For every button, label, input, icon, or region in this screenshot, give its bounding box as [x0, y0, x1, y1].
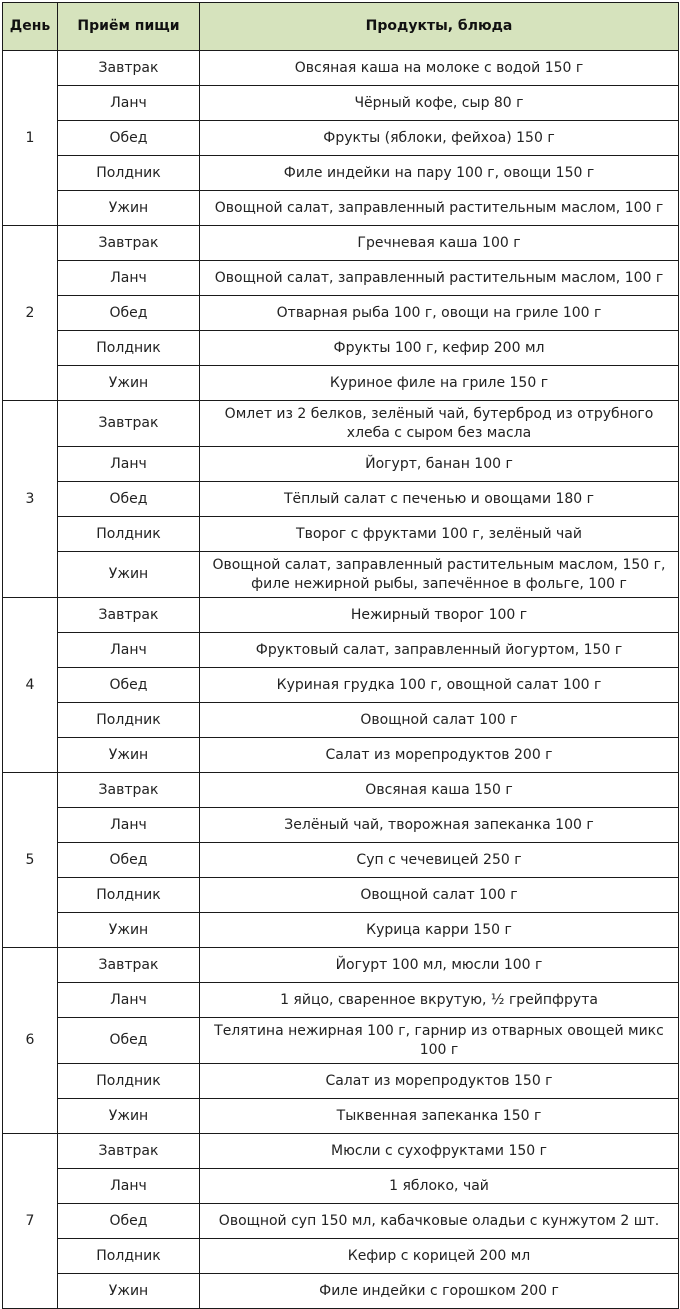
meal-food: Йогурт, банан 100 г	[200, 447, 679, 482]
meal-name: Ужин	[58, 191, 200, 226]
meal-name: Обед	[58, 1204, 200, 1239]
table-row	[3, 1064, 679, 1099]
meal-food: Салат из морепродуктов 150 г	[200, 1064, 679, 1099]
day-number: 7	[3, 1134, 58, 1309]
meal-name: Ужин	[58, 552, 200, 598]
table-row	[3, 121, 679, 156]
table-row	[3, 598, 679, 633]
meal-name: Ланч	[58, 1169, 200, 1204]
meal-food: Овощной салат, заправленный растительным маслом, 100 г	[200, 191, 679, 226]
meal-name: Завтрак	[58, 401, 200, 447]
meal-name: Ужин	[58, 738, 200, 773]
meal-food: Творог с фруктами 100 г, зелёный чай	[200, 517, 679, 552]
meal-name: Обед	[58, 843, 200, 878]
meal-name: Обед	[58, 1018, 200, 1064]
meal-name: Полдник	[58, 156, 200, 191]
table-row	[3, 1274, 679, 1309]
table-row	[3, 808, 679, 843]
meal-food: Суп с чечевицей 250 г	[200, 843, 679, 878]
meal-food: Салат из морепродуктов 200 г	[200, 738, 679, 773]
table-row	[3, 913, 679, 948]
day-number: 6	[3, 948, 58, 1134]
table-row	[3, 1169, 679, 1204]
meal-food: 1 яйцо, сваренное вкрутую, ½ грейпфрута	[200, 983, 679, 1018]
meal-food: Фрукты 100 г, кефир 200 мл	[200, 331, 679, 366]
table-row	[3, 668, 679, 703]
meal-name: Завтрак	[58, 51, 200, 86]
meal-name: Ланч	[58, 447, 200, 482]
table-row	[3, 482, 679, 517]
header-meal: Приём пищи	[58, 3, 200, 51]
meal-name: Завтрак	[58, 598, 200, 633]
table-row	[3, 552, 679, 598]
header-food: Продукты, блюда	[200, 3, 679, 51]
table-row	[3, 1134, 679, 1169]
meal-food: 1 яблоко, чай	[200, 1169, 679, 1204]
table-row	[3, 447, 679, 482]
meal-name: Завтрак	[58, 773, 200, 808]
meal-name: Обед	[58, 668, 200, 703]
table-row	[3, 1099, 679, 1134]
meal-food: Зелёный чай, творожная запеканка 100 г	[200, 808, 679, 843]
table-row	[3, 1239, 679, 1274]
table-row	[3, 226, 679, 261]
meal-name: Полдник	[58, 1239, 200, 1274]
meal-plan-table	[2, 2, 679, 1309]
table-row	[3, 633, 679, 668]
meal-food: Тыквенная запеканка 150 г	[200, 1099, 679, 1134]
table-row	[3, 738, 679, 773]
table-row	[3, 156, 679, 191]
meal-food: Овощной салат, заправленный растительным маслом, 150 г, филе нежирной рыбы, запечённое в фольге, 100 г	[200, 552, 679, 598]
table-row	[3, 331, 679, 366]
meal-name: Ужин	[58, 366, 200, 401]
meal-name: Обед	[58, 482, 200, 517]
day-number: 3	[3, 401, 58, 598]
meal-food: Овощной салат 100 г	[200, 703, 679, 738]
meal-name: Завтрак	[58, 226, 200, 261]
meal-food: Омлет из 2 белков, зелёный чай, бутерброд из отрубного хлеба с сыром без масла	[200, 401, 679, 447]
meal-name: Полдник	[58, 517, 200, 552]
table-row	[3, 86, 679, 121]
meal-name: Ужин	[58, 1274, 200, 1309]
table-row	[3, 1018, 679, 1064]
meal-name: Полдник	[58, 331, 200, 366]
meal-name: Полдник	[58, 878, 200, 913]
meal-food: Куриное филе на гриле 150 г	[200, 366, 679, 401]
meal-food: Овсяная каша на молоке с водой 150 г	[200, 51, 679, 86]
meal-food: Отварная рыба 100 г, овощи на гриле 100 г	[200, 296, 679, 331]
meal-food: Кефир с корицей 200 мл	[200, 1239, 679, 1274]
table-row	[3, 401, 679, 447]
header-day: День	[3, 3, 58, 51]
table-row	[3, 191, 679, 226]
table-row	[3, 948, 679, 983]
meal-food: Овощной салат, заправленный растительным маслом, 100 г	[200, 261, 679, 296]
meal-name: Ужин	[58, 1099, 200, 1134]
table-body	[3, 51, 679, 1309]
meal-food: Йогурт 100 мл, мюсли 100 г	[200, 948, 679, 983]
meal-name: Полдник	[58, 703, 200, 738]
meal-food: Овсяная каша 150 г	[200, 773, 679, 808]
meal-food: Курица карри 150 г	[200, 913, 679, 948]
day-number: 4	[3, 598, 58, 773]
meal-food: Чёрный кофе, сыр 80 г	[200, 86, 679, 121]
meal-food: Гречневая каша 100 г	[200, 226, 679, 261]
table-row	[3, 517, 679, 552]
meal-food: Овощной суп 150 мл, кабачковые оладьи с кунжутом 2 шт.	[200, 1204, 679, 1239]
meal-food: Овощной салат 100 г	[200, 878, 679, 913]
table-row	[3, 261, 679, 296]
meal-food: Филе индейки на пару 100 г, овощи 150 г	[200, 156, 679, 191]
meal-food: Телятина нежирная 100 г, гарнир из отварных овощей микс 100 г	[200, 1018, 679, 1064]
table-row	[3, 51, 679, 86]
meal-name: Завтрак	[58, 948, 200, 983]
meal-name: Ланч	[58, 633, 200, 668]
meal-name: Полдник	[58, 1064, 200, 1099]
meal-name: Ланч	[58, 261, 200, 296]
meal-food: Нежирный творог 100 г	[200, 598, 679, 633]
meal-food: Фрукты (яблоки, фейхоа) 150 г	[200, 121, 679, 156]
meal-name: Ланч	[58, 808, 200, 843]
table-row	[3, 983, 679, 1018]
meal-name: Ужин	[58, 913, 200, 948]
table-row	[3, 296, 679, 331]
meal-food: Мюсли с сухофруктами 150 г	[200, 1134, 679, 1169]
meal-name: Завтрак	[58, 1134, 200, 1169]
table-row	[3, 366, 679, 401]
meal-food: Тёплый салат с печенью и овощами 180 г	[200, 482, 679, 517]
table-row	[3, 703, 679, 738]
meal-food: Фруктовый салат, заправленный йогуртом, 150 г	[200, 633, 679, 668]
table-row	[3, 878, 679, 913]
meal-name: Ланч	[58, 86, 200, 121]
table-row	[3, 843, 679, 878]
day-number: 2	[3, 226, 58, 401]
header-row	[3, 3, 679, 51]
meal-name: Ланч	[58, 983, 200, 1018]
meal-name: Обед	[58, 121, 200, 156]
meal-food: Филе индейки с горошком 200 г	[200, 1274, 679, 1309]
table-row	[3, 1204, 679, 1239]
meal-food: Куриная грудка 100 г, овощной салат 100 г	[200, 668, 679, 703]
day-number: 1	[3, 51, 58, 226]
meal-name: Обед	[58, 296, 200, 331]
table-row	[3, 773, 679, 808]
day-number: 5	[3, 773, 58, 948]
